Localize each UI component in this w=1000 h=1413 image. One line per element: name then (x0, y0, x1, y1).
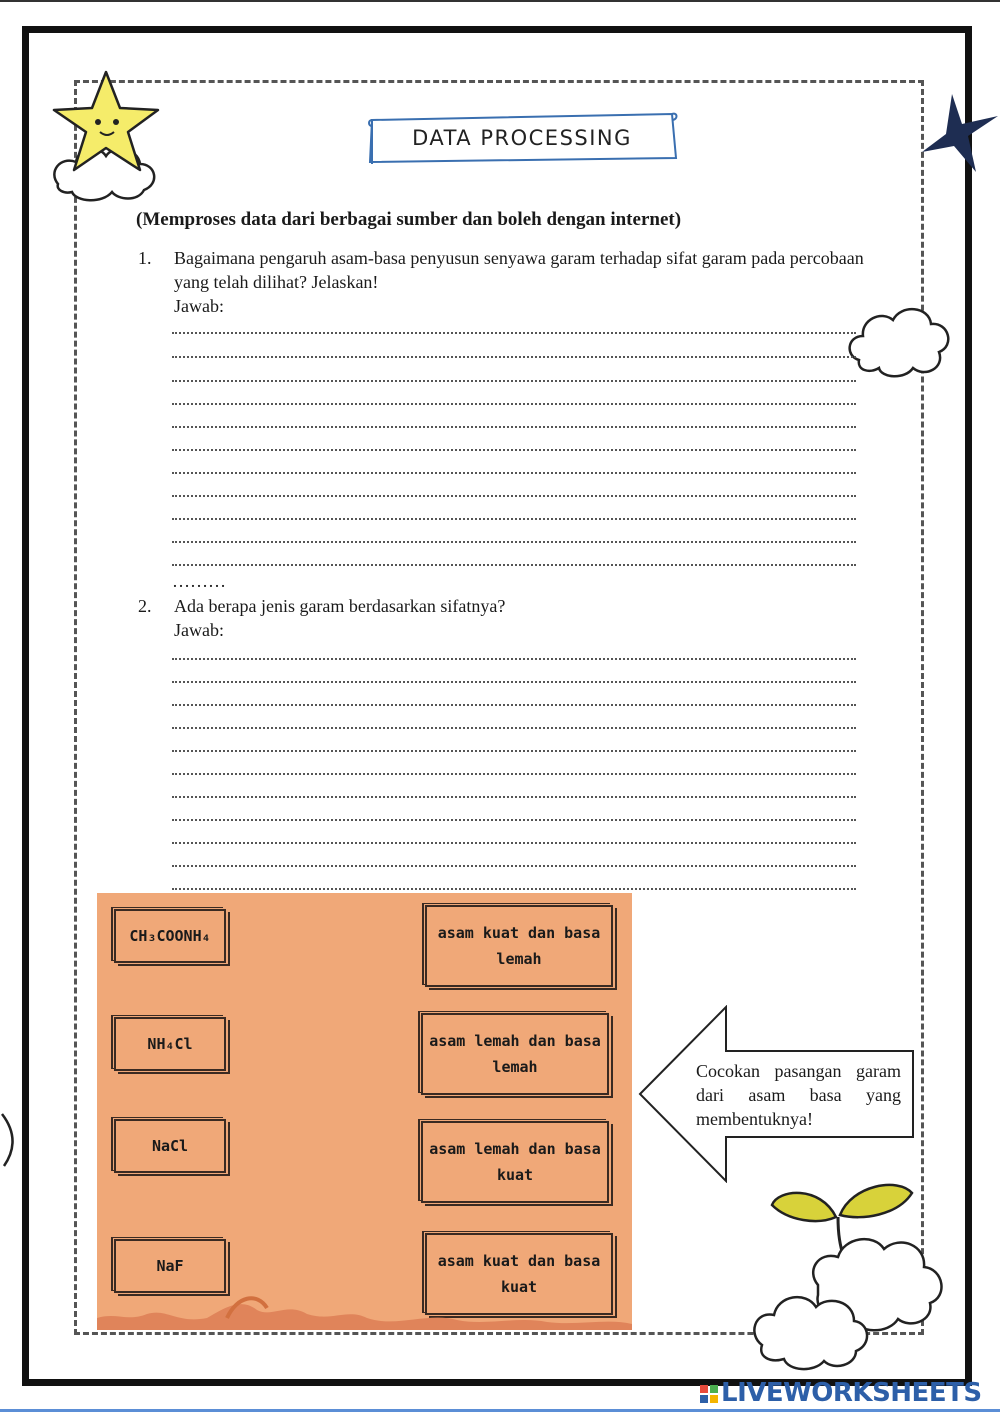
sprout-clouds-icon (748, 1175, 968, 1375)
footer-rule (0, 1409, 1000, 1412)
answer-line[interactable] (172, 391, 856, 405)
answer-line[interactable] (172, 320, 856, 334)
answer-line[interactable] (172, 646, 856, 660)
answer-line[interactable] (172, 460, 856, 474)
answer-label: Jawab: (174, 620, 224, 640)
pair-card-weak-acid-weak-base[interactable]: asam lemah dan basa lemah (421, 1013, 609, 1095)
answer-line[interactable] (172, 853, 856, 867)
answer-line[interactable] (172, 807, 856, 821)
question-number: 1. (138, 248, 152, 268)
torn-texture-decoration (97, 1288, 632, 1330)
edge-arc-decoration (0, 1110, 20, 1170)
answer-line[interactable] (172, 414, 856, 428)
salt-card-ch3coonh4[interactable]: CH₃COONH₄ (114, 909, 226, 963)
navy-star-icon (918, 92, 1000, 176)
answer-line[interactable] (172, 738, 856, 752)
answer-line[interactable] (172, 784, 856, 798)
liveworksheets-logo-icon (700, 1385, 718, 1403)
answer-line[interactable] (172, 529, 856, 543)
answer-line[interactable] (172, 552, 856, 566)
answer-line[interactable] (172, 876, 856, 890)
pair-card-weak-acid-strong-base[interactable]: asam lemah dan basa kuat (421, 1121, 609, 1203)
answer-line[interactable] (172, 368, 856, 382)
answer-line[interactable] (172, 437, 856, 451)
title-banner (366, 112, 678, 164)
answer-line[interactable] (172, 715, 856, 729)
top-rule (0, 0, 1000, 2)
instruction-callout (638, 1005, 916, 1183)
question-text: Ada berapa jenis garam berdasarkan sifatnya? (174, 596, 506, 616)
salt-card-naf[interactable]: NaF (114, 1239, 226, 1293)
answer-line[interactable] (172, 344, 856, 358)
smiling-star-cloud-icon (46, 66, 166, 206)
answer-line[interactable] (172, 483, 856, 497)
footer-brand (700, 1378, 982, 1408)
question-text: Bagaimana pengaruh asam-basa penyusun senyawa garam terhadap sifat garam pada percobaan yang telah dilihat? Jelaskan! (174, 248, 864, 292)
answer-line[interactable] (172, 692, 856, 706)
answer-line[interactable] (172, 761, 856, 775)
answer-line-end[interactable]: ……… (172, 571, 226, 591)
matching-instruction: Cocokan pasangan garam dari asam basa yang membentuknya! (696, 1061, 901, 1129)
answer-line[interactable] (172, 506, 856, 520)
section-subtitle: (Memproses data dari berbagai sumber dan boleh dengan internet) (136, 209, 682, 230)
salt-card-nh4cl[interactable]: NH₄Cl (114, 1017, 226, 1071)
matching-panel (97, 893, 632, 1330)
question-number: 2. (138, 596, 152, 616)
answer-line[interactable] (172, 830, 856, 844)
pair-card-strong-acid-strong-base[interactable]: asam kuat dan basa kuat (425, 1233, 613, 1315)
page-title: DATA PROCESSING (412, 126, 632, 150)
answer-label: Jawab: (174, 296, 224, 316)
pair-card-strong-acid-weak-base[interactable]: asam kuat dan basa lemah (425, 905, 613, 987)
answer-line[interactable] (172, 669, 856, 683)
footer-brand-text: LIVEWORKSHEETS (721, 1378, 982, 1408)
salt-card-nacl[interactable]: NaCl (114, 1119, 226, 1173)
